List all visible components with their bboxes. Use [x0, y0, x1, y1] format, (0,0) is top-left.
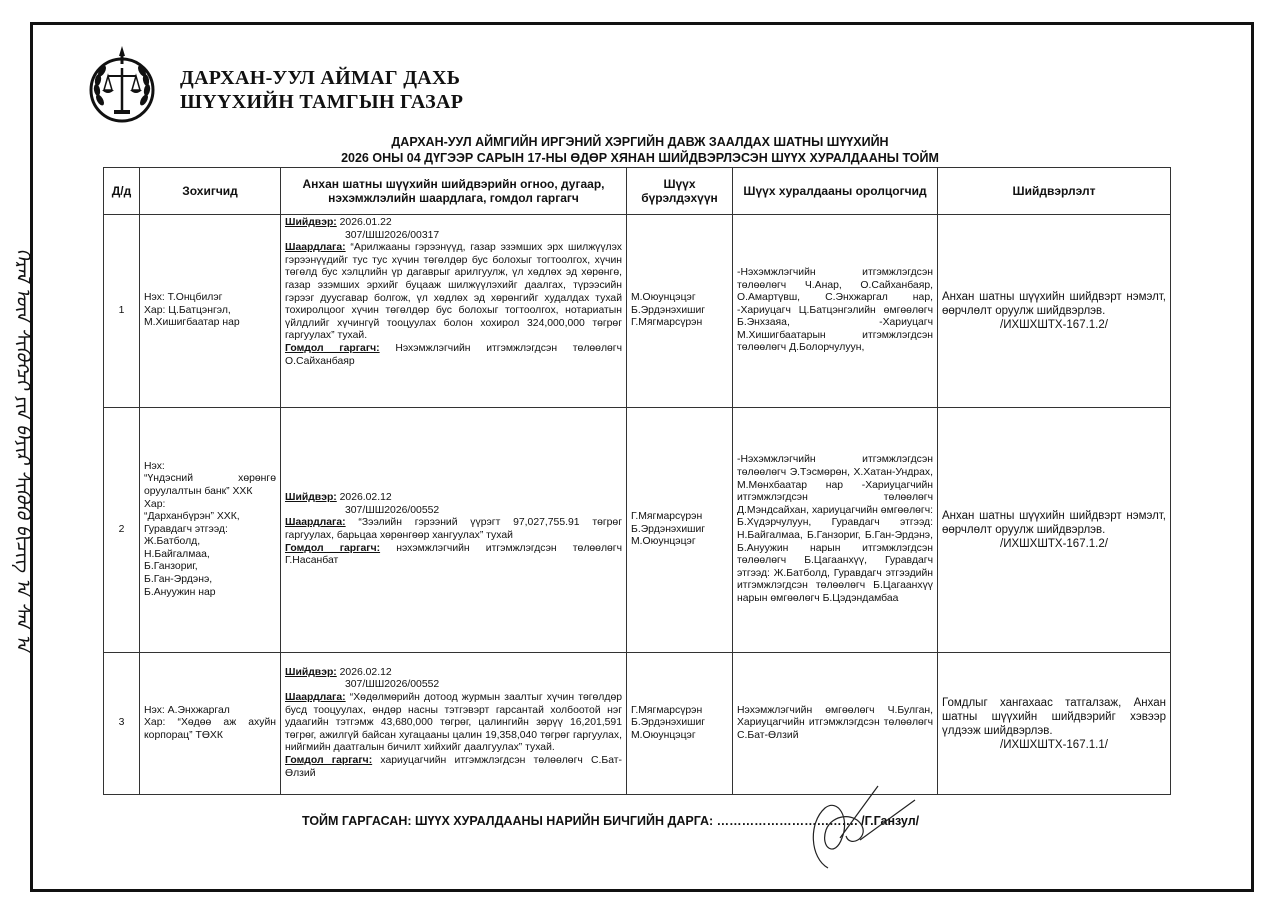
party-line: “Үндэсний хөрөнгө оруулалтын банк” ХХК — [144, 473, 276, 497]
mongolian-script-margin — [10, 150, 50, 750]
participants-cell: -Нэхэмжлэгчийн итгэмжлэгдсэн төлөөлөгч Э.Тэсмөрөн, Х.Хатан-Ундрах, М.Мөнхбаатар нар -Хариуцагчийн итгэмжлэгдсэн төлөөлөгч Д.Мэндсайхан, хариуцагчийн өмгөөлөгч: Б.Хүдэрчулуун, Гуравдагч этгээд: Н.Байгалмаа, Б.Ганзориг, Б.Ган-Эрдэнэ, Б.Ануужин нарын итгэмжлэгдсэн төлөөлөгч Б.Цагаанхүү, Гуравдагч этгээд: Ж.Батболд, Гуравдагч этгээдийн итгэмжлэгдсэн төлөөлөгч Б.Цагаанхүү нарын өмгөөлөгч Б.Цэдэндамбаа — [733, 408, 938, 653]
judges-cell — [627, 408, 733, 653]
judge-name: Г.Мягмарсүрэн — [631, 317, 703, 329]
header-decision-info: Анхан шатны шүүхийн шийдвэрийн огноо, дугаар, нэхэмжлэлийн шаардлага, гомдол гаргагч — [281, 168, 627, 215]
claim-label: Шаардлага: — [285, 242, 346, 254]
decision-label: Шийдвэр: — [285, 217, 337, 228]
table-row — [104, 653, 1171, 795]
ruling-text: Анхан шатны шүүхийн шийдвэрт нэмэлт, өөрчлөлт оруулж шийдвэрлэв. — [942, 291, 1166, 317]
appellant-text: Нэхэмжлэгчийн итгэмжлэгдсэн төлөөлөгч О.Сайханбаяр — [285, 342, 622, 367]
table-row — [104, 215, 1171, 408]
appellant-label: Гомдол гаргагч: — [285, 342, 380, 354]
signature-icon — [780, 778, 930, 878]
ruling-cell — [938, 408, 1171, 653]
judge-name: Г.Мягмарсүрэн — [631, 704, 703, 716]
ruling-text: Анхан шатны шүүхийн шийдвэрт нэмэлт, өөрчлөлт оруулж шийдвэрлэв. — [942, 510, 1166, 536]
judges-cell — [627, 653, 733, 795]
decision-date: 2026.02.12 — [339, 666, 392, 678]
decision-date: 2026.01.22 — [339, 217, 392, 228]
parties-cell — [140, 653, 281, 795]
appellant-text: хариуцагчийн итгэмжлэгдсэн төлөөлөгч С.Бат-Өлзий — [285, 754, 622, 779]
table-row — [104, 408, 1171, 653]
parties-cell — [140, 215, 281, 408]
decision-label: Шийдвэр: — [285, 666, 337, 678]
decision-info-cell — [281, 408, 627, 653]
header-num: Д/д — [104, 168, 140, 215]
cases-table — [103, 167, 1171, 795]
org-line-2: ШҮҮХИЙН ТАМГЫН ГАЗАР — [180, 91, 464, 113]
ruling-cell — [938, 215, 1171, 408]
claim-text: “Хөдөлмөрийн дотоод журмын заалтыг хүчин төгөлдөр бусд тооцуулах, өндөр насны тэтгэвэрт гарсантай холбоотой нэг удаагийн тэтгэмж 43,680,000 төгрөг, цалингийн зөрүү 16,201,591 төгрөг, ажилгүй байсан хугацааны цалин 19,358,040 төгрөг гаргуулах, нийгмийн даатгалын бичилт хийхийг даалгуулах” тухай. — [285, 692, 622, 754]
ruling-code: /ИХШХШТХ-167.1.1/ — [1000, 738, 1108, 751]
judge-name: М.Оюунцэцэг — [631, 292, 696, 304]
table-header-row — [104, 168, 1171, 215]
judge-name: Б.Эрдэнэхишиг — [631, 523, 706, 535]
party-line: Хар: “Хөдөө аж ахуйн корпорац” ТӨХК — [144, 717, 276, 741]
parties-cell — [140, 408, 281, 653]
participants-cell: Нэхэмжлэгчийн өмгөөлөгч Ч.Булган, Хариуцагчийн итгэмжлэгдсэн төлөөлөгч С.Бат-Өлзий — [733, 653, 938, 795]
decision-info-cell — [281, 653, 627, 795]
document-title-line-2: 2026 ОНЫ 04 ДҮГЭЭР САРЫН 17-НЫ ӨДӨР ХЯНАН ШИЙДВЭРЛЭСЭН ШҮҮХ ХУРАЛДААНЫ ТОЙМ — [341, 151, 939, 165]
decision-label: Шийдвэр: — [285, 492, 337, 504]
appellant-label: Гомдол гаргагч: — [285, 542, 381, 554]
header-participants: Шүүх хуралдааны оролцогчид — [733, 168, 938, 215]
party-line: Нэх: — [144, 460, 165, 472]
appellant-label: Гомдол гаргагч: — [285, 754, 373, 766]
ruling-code: /ИХШХШТХ-167.1.2/ — [1000, 319, 1108, 331]
ruling-text: Гомдлыг хангахаас татгалзаж, Анхан шатны шүүхийн шийдвэрийг хэвээр үлдээж шийдвэрлэв. — [942, 696, 1166, 737]
judges-cell — [627, 215, 733, 408]
judge-name: Б.Эрдэнэхишиг — [631, 304, 706, 316]
party-line: М.Хишигбаатар нар — [144, 317, 240, 329]
row-number: 2 — [104, 408, 140, 653]
court-emblem-icon — [88, 44, 156, 128]
org-line-1: ДАРХАН-УУЛ АЙМАГ ДАХЬ — [180, 67, 461, 89]
party-line: Гуравдагч этгээд: — [144, 523, 228, 535]
claim-text: “Арилжааны гэрээнүүд, газар эзэмших эрх шилжүүлэх гэрээнүүдийг тус тус хүчин төгөлдөр бус болохыг тогтоолгох, хүчин төгөлд бус хэлцлийн үр дагаврыг арилгуулж, үл хөдлөх эд хөрөнгө, газар эзэмших эрхийг буцааж шилжүүлэхийг даалгах, түрээсийн гэрээг дуусгавар болгож, үл хөдлөх эд хөрөнгийг худалдах тухай тохиролцоог хүчин төгөлдөр бус болохыг тогтоолгох, нотариатын үйлдлийг хүчингүй тооцуулах болон хохирол 324,000,000 төгрөг гаргуулах” тухай. — [285, 242, 622, 342]
party-line: “Дарханбүрэн” ХХК, — [144, 511, 240, 523]
party-line: Б.Ганзориг, — [144, 561, 198, 573]
claim-text: “Зээлийн гэрээний үүрэгт 97,027,755.91 төгрөг гаргуулах, барьцаа хөрөнгөөр хангуулах” тухай — [285, 517, 622, 541]
row-number: 3 — [104, 653, 140, 795]
decision-number: 307/ШШ2026/00317 — [345, 229, 440, 241]
decision-number: 307/ШШ2026/00552 — [345, 679, 440, 691]
party-line: Б.Ган-Эрдэнэ, — [144, 574, 213, 586]
mongolian-script-text: ᠭᠡᠷᠡᠯ ᠦᠨ ᠰᠢᠭᠦᠭᠴᠢ ᠶᠢᠨ ᠪᠠᠶᠢᠷ ᠰᠢᠭᠦᠬᠦ ᠪᠢᠴᠢᠭ ᠠ ᠰᠠᠨ ᠠ — [12, 248, 34, 652]
party-line: Ж.Батболд, — [144, 536, 201, 548]
header-parties: Зохигчид — [140, 168, 281, 215]
party-line: Б.Ануужин нар — [144, 586, 216, 598]
decision-info-cell — [281, 215, 627, 408]
judge-name: М.Оюунцэцэг — [631, 536, 696, 548]
party-line: Нэх: А.Энхжаргал — [144, 704, 230, 716]
appellant-text: нэхэмжлэгчийн итгэмжлэгдсэн төлөөлөгч Г.Насанбат — [285, 542, 623, 567]
organization-name — [180, 66, 463, 114]
party-line: Н.Байгалмаа, — [144, 548, 210, 560]
party-line: Хар: Ц.Батцэнгэл, — [144, 304, 231, 316]
claim-label: Шаардлага: — [285, 517, 346, 529]
document-title-line-1: ДАРХАН-УУЛ АЙМГИЙН ИРГЭНИЙ ХЭРГИЙН ДАВЖ ЗААЛДАХ ШАТНЫ ШҮҮХИЙН — [391, 135, 889, 149]
party-line: Хар: — [144, 498, 166, 510]
participants-cell: -Нэхэмжлэгчийн итгэмжлэгдсэн төлөөлөгч Ч.Анар, О.Сайханбаяр, О.Амартүвш, С.Энхжаргал нар, -Хариуцагч Ц.Батцэнгэлийн өмгөөлөгч Б.Энхзаяа, -Хариуцагч М.Хишигбаатарын итгэмжлэгдсэн төлөөлөгч Д.Болорчулуун, — [733, 215, 938, 408]
ruling-cell — [938, 653, 1171, 795]
party-line: Нэх: Т.Онцбилэг — [144, 292, 223, 304]
header-judges: Шүүх бүрэлдэхүүн — [627, 168, 733, 215]
footer-signature-line: ТОЙМ ГАРГАСАН: ШҮҮХ ХУРАЛДААНЫ НАРИЙН БИЧГИЙН ДАРГА: ……………………………. /Г.Ганзул/ — [302, 814, 920, 828]
judge-name: Г.Мягмарсүрэн — [631, 511, 703, 523]
claim-label: Шаардлага: — [285, 692, 346, 704]
decision-date: 2026.02.12 — [339, 492, 392, 504]
decision-number: 307/ШШ2026/00552 — [345, 504, 440, 516]
judge-name: Б.Эрдэнэхишиг — [631, 717, 706, 729]
judge-name: М.Оюунцэцэг — [631, 729, 696, 741]
row-number: 1 — [104, 215, 140, 408]
ruling-code: /ИХШХШТХ-167.1.2/ — [1000, 538, 1108, 550]
header-ruling: Шийдвэрлэлт — [938, 168, 1171, 215]
